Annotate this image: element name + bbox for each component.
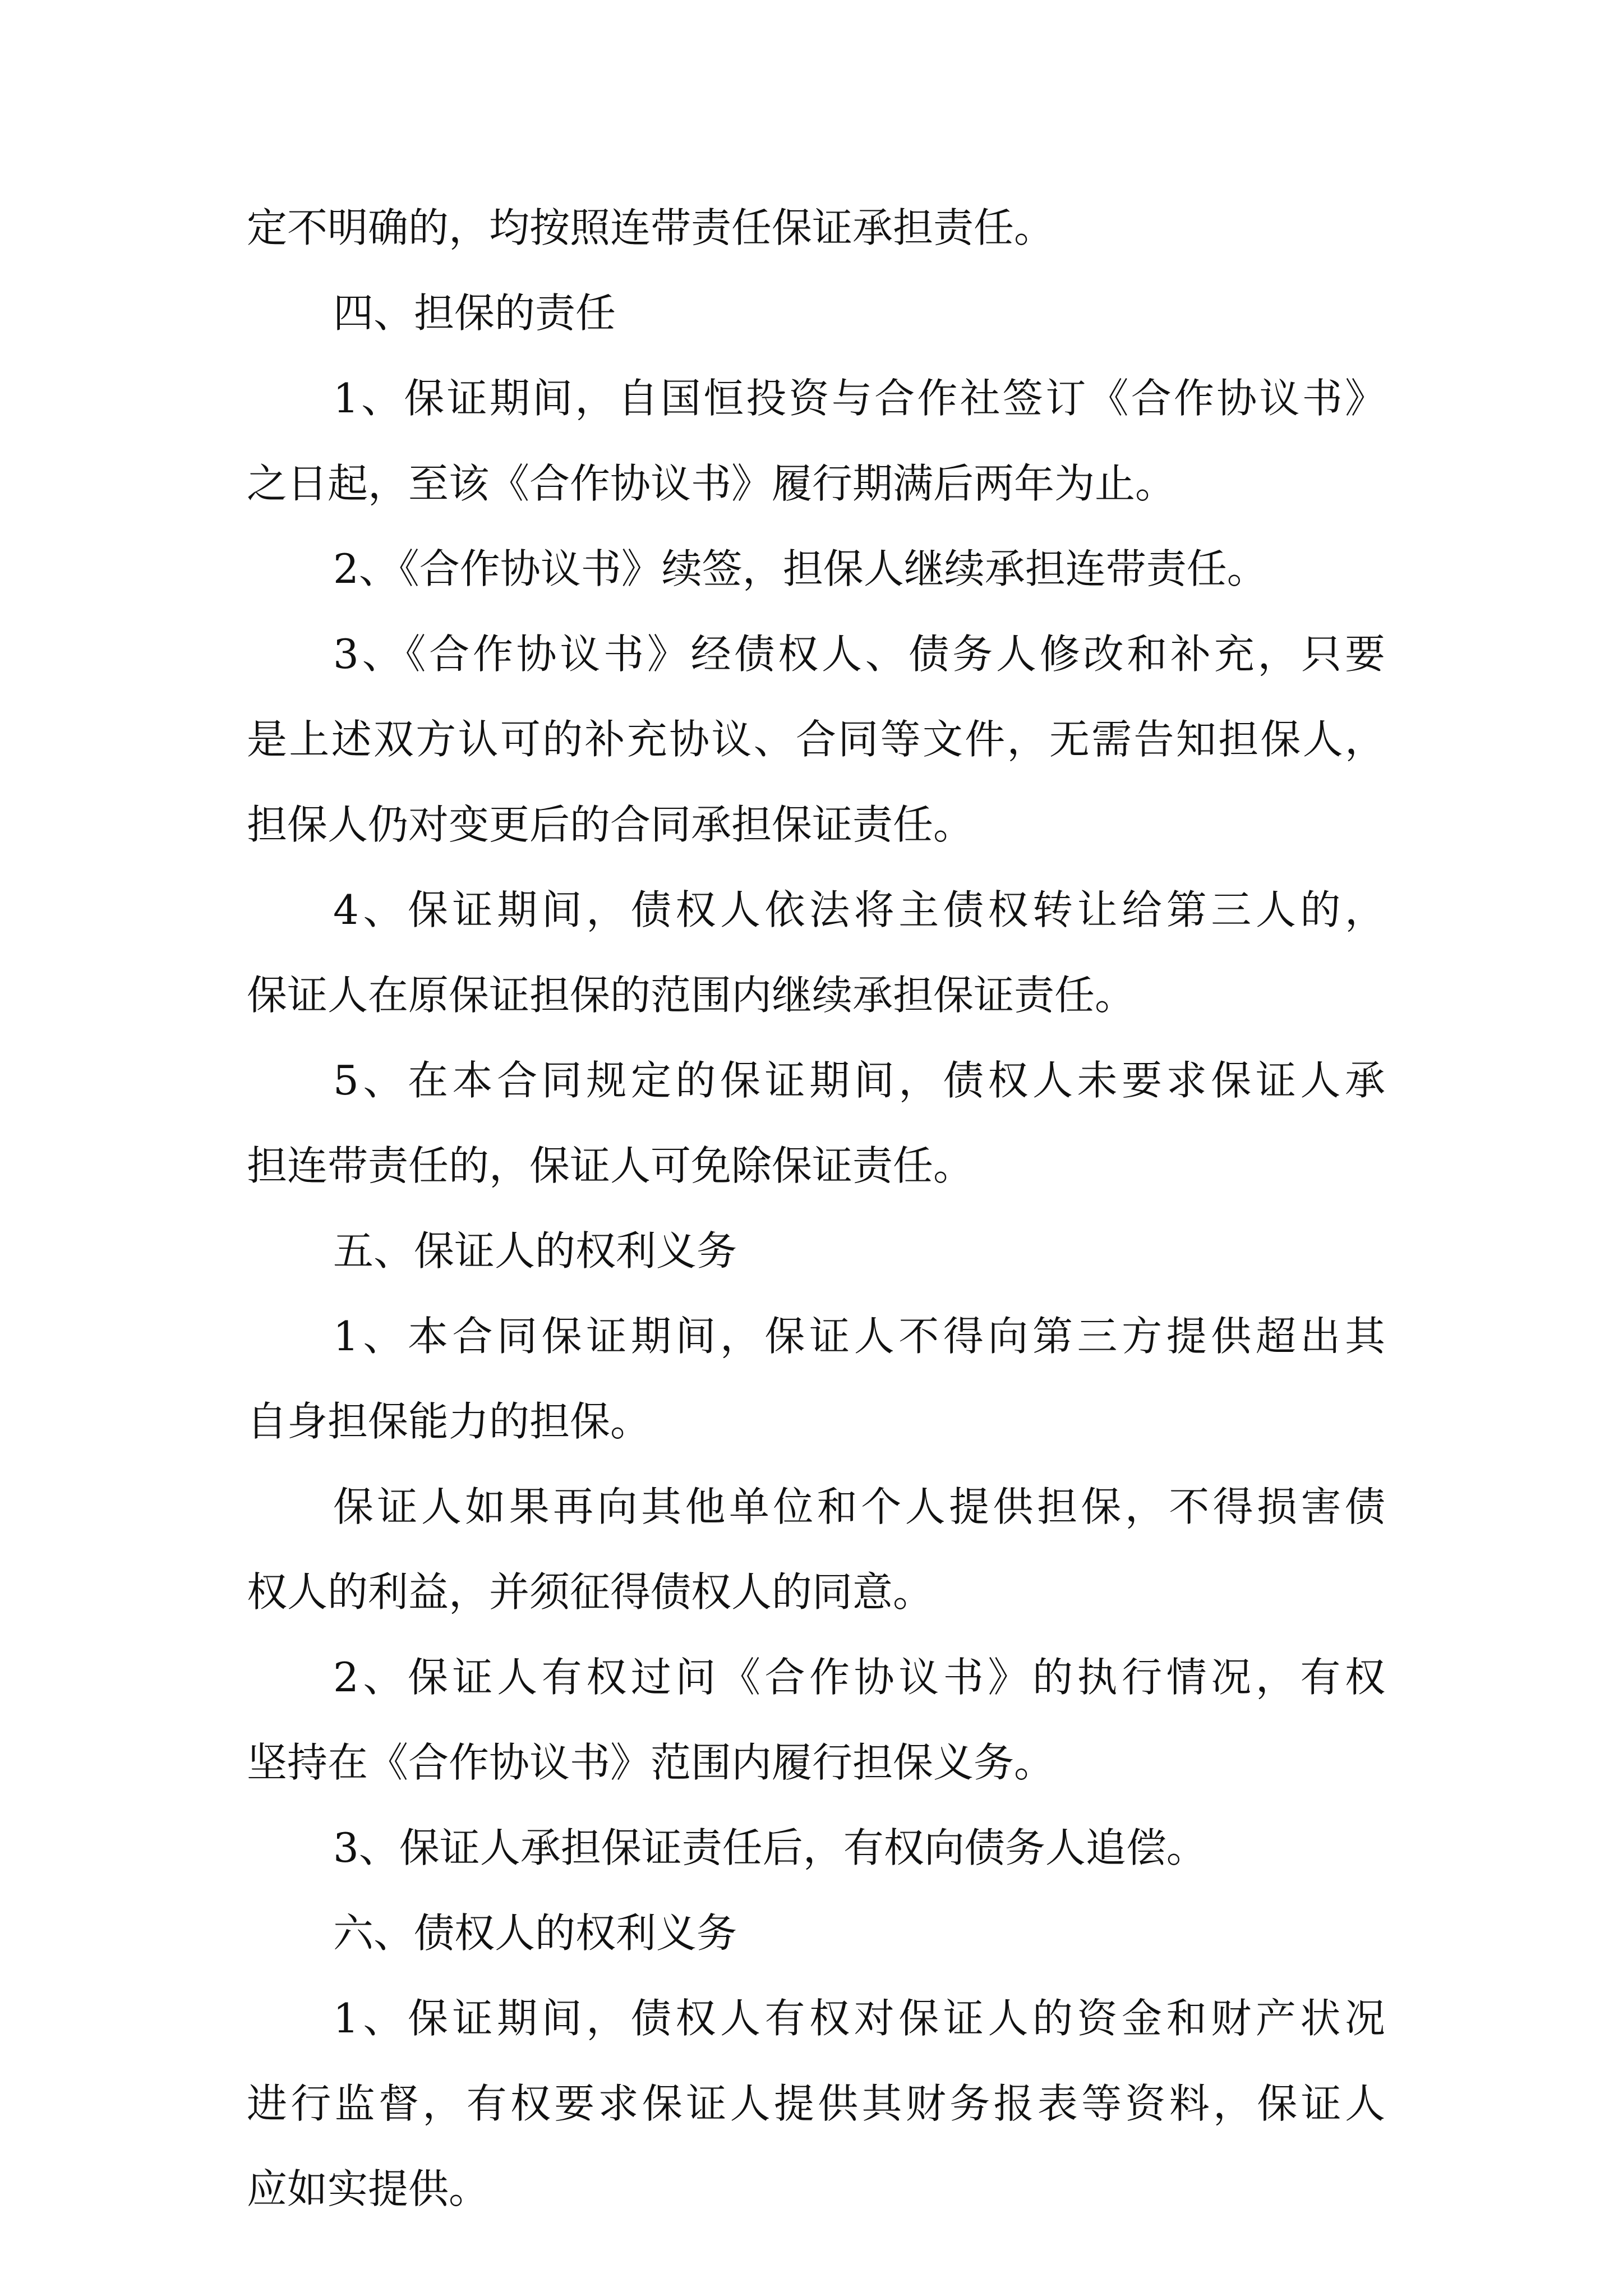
text-line: 自身担保能力的担保。: [247, 1398, 651, 1445]
text-line: 进行监督，有权要求保证人提供其财务报表等资料，保证人: [247, 2080, 1385, 2127]
text-line: 权人的利益，并须征得债权人的同意。: [247, 1568, 934, 1616]
text-line: 保证人如果再向其他单位和个人提供担保，不得损害债: [333, 1483, 1385, 1530]
text-line: 1、本合同保证期间，保证人不得向第三方提供超出其: [333, 1313, 1385, 1360]
text-line: 担保人仍对变更后的合同承担保证责任。: [247, 801, 974, 848]
text-line: 1、保证期间，自国恒投资与合作社签订《合作协议书》: [333, 375, 1385, 422]
text-line: 坚持在《合作协议书》范围内履行担保义务。: [247, 1739, 1055, 1786]
text-line: 1、保证期间，债权人有权对保证人的资金和财产状况: [333, 1995, 1385, 2042]
text-line: 保证人在原保证担保的范围内继续承担保证责任。: [247, 972, 1136, 1019]
text-line: 是上述双方认可的补充协议、合同等文件，无需告知担保人，: [247, 716, 1385, 763]
text-line: 4、保证期间，债权人依法将主债权转让给第三人的，: [333, 886, 1385, 933]
text-line: 定不明确的，均按照连带责任保证承担责任。: [247, 204, 1055, 251]
text-line: 2、保证人有权过问《合作协议书》的执行情况，有权: [333, 1654, 1385, 1701]
text-line: 2、《合作协议书》续签，担保人继续承担连带责任。: [333, 545, 1267, 592]
text-line: 5、在本合同规定的保证期间，债权人未要求保证人承: [333, 1057, 1385, 1104]
text-line: 应如实提供。: [247, 2165, 490, 2212]
document-body: [247, 185, 1385, 2231]
text-line: 3、《合作协议书》经债权人、债务人修改和补充，只要: [333, 631, 1385, 678]
text-line: 之日起，至该《合作协议书》履行期满后两年为止。: [247, 460, 1176, 507]
text-line: 3、保证人承担保证责任后，有权向债务人追偿。: [333, 1824, 1207, 1871]
text-line: 六、债权人的权利义务: [333, 1910, 737, 1957]
text-line: 四、担保的责任: [333, 289, 616, 337]
text-line: 担连带责任的，保证人可免除保证责任。: [247, 1142, 974, 1189]
text-line: 五、保证人的权利义务: [333, 1227, 737, 1274]
